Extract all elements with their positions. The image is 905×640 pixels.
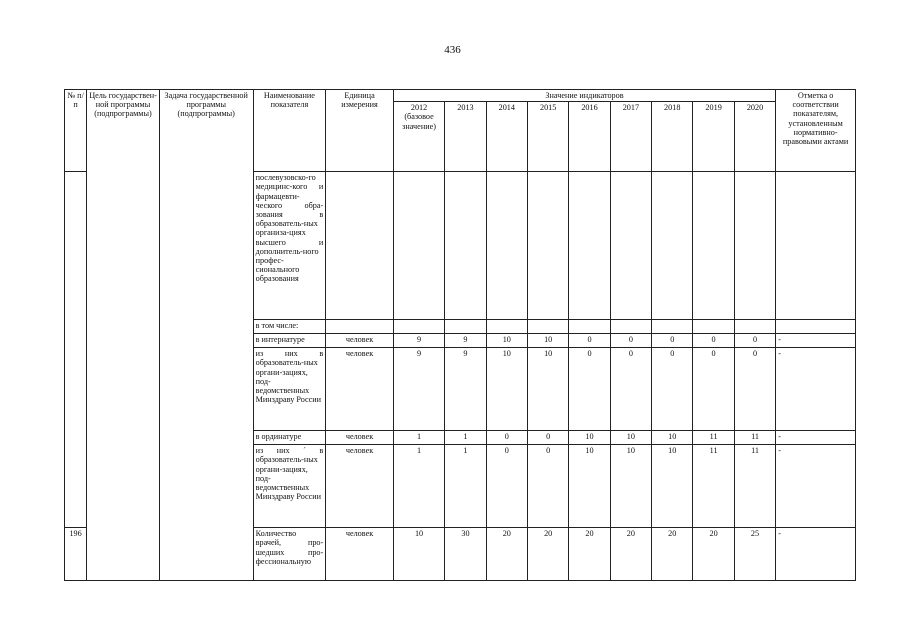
header-no: № п/п <box>65 90 87 172</box>
value-2020: 11 <box>734 431 775 445</box>
header-year-2013: 2013 <box>445 102 486 172</box>
value-2016: 0 <box>569 348 610 431</box>
value-2012: 1 <box>393 431 444 445</box>
value-2014: 0 <box>486 431 527 445</box>
header-values: Значение индикаторов <box>393 90 775 102</box>
page-number: 436 <box>444 44 461 56</box>
row-number: 196 <box>65 528 87 581</box>
header-year-2012: 2012 (базовое значение) <box>393 102 444 172</box>
row-number <box>65 172 87 528</box>
value-2012 <box>393 320 444 334</box>
indicator-name: послевузовско-го медицинс-кого и фармацевти-ческого обра-зования в образователь-ных организа-циях высшего и дополнитель-ного профес-сионального образования <box>253 172 326 320</box>
header-year-2016: 2016 <box>569 102 610 172</box>
indicator-name: в ординатуре <box>253 431 326 445</box>
value-2020: 11 <box>734 445 775 528</box>
unit: человек <box>326 431 394 445</box>
value-2013: 9 <box>445 334 486 348</box>
value-2012 <box>393 172 444 320</box>
value-2013 <box>445 172 486 320</box>
note <box>776 320 856 334</box>
value-2015: 0 <box>527 431 568 445</box>
value-2014: 0 <box>486 445 527 528</box>
value-2014: 10 <box>486 334 527 348</box>
value-2016: 10 <box>569 431 610 445</box>
value-2015 <box>527 172 568 320</box>
value-2017: 10 <box>610 431 651 445</box>
header-goal: Цель государствен-ной программы (подпрограммы) <box>87 90 160 581</box>
unit: человек <box>326 334 394 348</box>
value-2017: 20 <box>610 528 651 581</box>
unit <box>326 320 394 334</box>
unit: человек <box>326 445 394 528</box>
value-2016: 20 <box>569 528 610 581</box>
value-2013 <box>445 320 486 334</box>
indicator-name: в интернатуре <box>253 334 326 348</box>
value-2020 <box>734 172 775 320</box>
value-2014 <box>486 320 527 334</box>
value-2018: 10 <box>652 431 693 445</box>
value-2015: 0 <box>527 445 568 528</box>
value-2017: 0 <box>610 348 651 431</box>
value-2018: 0 <box>652 348 693 431</box>
value-2020: 0 <box>734 348 775 431</box>
value-2019 <box>693 172 734 320</box>
header-year-2014: 2014 <box>486 102 527 172</box>
value-2019: 20 <box>693 528 734 581</box>
value-2019: 11 <box>693 431 734 445</box>
header-year-2019: 2019 <box>693 102 734 172</box>
note: - <box>776 445 856 528</box>
value-2020: 0 <box>734 334 775 348</box>
indicator-name: в том числе: <box>253 320 326 334</box>
value-2017 <box>610 172 651 320</box>
note: - <box>776 334 856 348</box>
value-2014: 10 <box>486 348 527 431</box>
value-2018: 20 <box>652 528 693 581</box>
value-2015: 20 <box>527 528 568 581</box>
value-2012: 1 <box>393 445 444 528</box>
value-2012: 10 <box>393 528 444 581</box>
value-2019 <box>693 320 734 334</box>
header-year-2020: 2020 <box>734 102 775 172</box>
value-2013: 30 <box>445 528 486 581</box>
indicator-name: из них в образователь-ных органи-зациях, под-ведомственных Минздраву России <box>253 348 326 431</box>
header-note: Отметка о соответствии показателям, установленным нормативно-правовыми актами <box>776 90 856 172</box>
header-row-1 <box>65 90 856 102</box>
value-2015: 10 <box>527 348 568 431</box>
value-2013: 9 <box>445 348 486 431</box>
indicators-table <box>64 89 856 581</box>
header-year-2018: 2018 <box>652 102 693 172</box>
header-year-2017: 2017 <box>610 102 651 172</box>
note: - <box>776 431 856 445</box>
value-2015: 10 <box>527 334 568 348</box>
value-2016 <box>569 172 610 320</box>
value-2017: 0 <box>610 334 651 348</box>
value-2018 <box>652 172 693 320</box>
header-task: Задача государственной программы (подпрограммы) <box>159 90 253 581</box>
value-2015 <box>527 320 568 334</box>
value-2019: 11 <box>693 445 734 528</box>
value-2019: 0 <box>693 334 734 348</box>
indicator-name: из них ´ в образователь-ных органи-зациях, под-ведомственных Минздраву России <box>253 445 326 528</box>
value-2016: 0 <box>569 334 610 348</box>
note: - <box>776 348 856 431</box>
value-2017: 10 <box>610 445 651 528</box>
value-2012: 9 <box>393 334 444 348</box>
value-2018: 10 <box>652 445 693 528</box>
note: - <box>776 528 856 581</box>
value-2016: 10 <box>569 445 610 528</box>
value-2019: 0 <box>693 348 734 431</box>
unit: человек <box>326 348 394 431</box>
value-2013: 1 <box>445 431 486 445</box>
value-2013: 1 <box>445 445 486 528</box>
value-2017 <box>610 320 651 334</box>
value-2020 <box>734 320 775 334</box>
header-unit: Единица измерения <box>326 90 394 172</box>
value-2020: 25 <box>734 528 775 581</box>
value-2014 <box>486 172 527 320</box>
note <box>776 172 856 320</box>
value-2012: 9 <box>393 348 444 431</box>
indicator-name: Количество врачей, про-шедших про-фессиональную <box>253 528 326 581</box>
value-2014: 20 <box>486 528 527 581</box>
value-2018 <box>652 320 693 334</box>
unit: человек <box>326 528 394 581</box>
header-year-2015: 2015 <box>527 102 568 172</box>
value-2018: 0 <box>652 334 693 348</box>
header-indicator-name: Наименование показателя <box>253 90 326 172</box>
unit <box>326 172 394 320</box>
value-2016 <box>569 320 610 334</box>
